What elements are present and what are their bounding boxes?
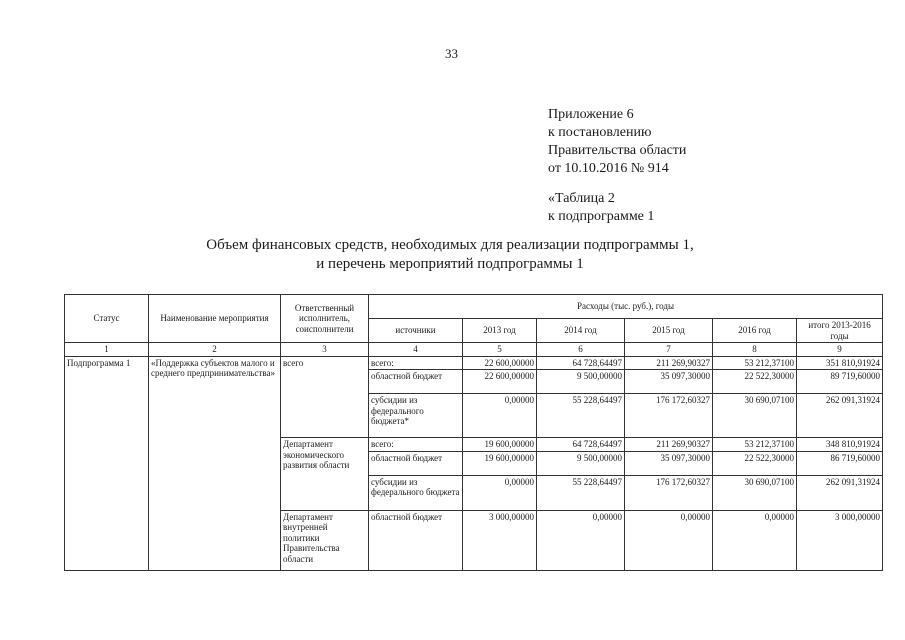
value-cell: 9 500,00000 [537,451,625,475]
header-total: итого 2013-2016 годы [797,319,883,343]
table-label [548,190,654,226]
value-cell: 22 600,00000 [463,370,537,394]
header-expenses: Расходы (тыс. руб.), годы [369,295,883,319]
source-cell: всего: [369,356,463,370]
value-cell: 53 212,37100 [713,438,797,452]
page-number: 33 [445,46,458,61]
appendix-line: к постановлению [548,125,652,140]
column-number: 7 [625,343,713,357]
value-cell: 19 600,00000 [463,438,537,452]
source-cell: субсидии из федерального бюджета* [369,394,463,438]
header-year-2015: 2015 год [625,319,713,343]
table-label-line: «Таблица 2 [548,191,615,206]
value-cell: 0,00000 [625,510,713,570]
finance-table [64,294,883,571]
status-cell: Подпрограмма 1 [65,356,149,570]
value-cell: 262 091,31924 [797,394,883,438]
document-title [140,236,760,274]
value-cell: 176 172,60327 [625,475,713,510]
source-cell: субсидии из федерального бюджета [369,475,463,510]
table-label-line: к подпрограмме 1 [548,209,655,224]
appendix-block [548,106,686,178]
header-year-2013: 2013 год [463,319,537,343]
measure-name-cell: «Поддержка субъектов малого и среднего предпринимательства» [149,356,281,570]
value-cell: 86 719,60000 [797,451,883,475]
value-cell: 0,00000 [713,510,797,570]
column-number: 9 [797,343,883,357]
source-cell: всего: [369,438,463,452]
column-number: 1 [65,343,149,357]
column-number: 6 [537,343,625,357]
value-cell: 55 228,64497 [537,394,625,438]
value-cell: 64 728,64497 [537,438,625,452]
source-cell: областной бюджет [369,451,463,475]
header-name: Наименование мероприятия [149,295,281,343]
value-cell: 89 719,60000 [797,370,883,394]
value-cell: 0,00000 [463,394,537,438]
appendix-line: Приложение 6 [548,107,634,122]
column-number: 5 [463,343,537,357]
appendix-line: от 10.10.2016 № 914 [548,161,669,176]
value-cell: 35 097,30000 [625,451,713,475]
column-number: 8 [713,343,797,357]
header-year-2014: 2014 год [537,319,625,343]
column-number: 3 [281,343,369,357]
value-cell: 64 728,64497 [537,356,625,370]
column-number: 2 [149,343,281,357]
header-year-2016: 2016 год [713,319,797,343]
value-cell: 3 000,00000 [463,510,537,570]
value-cell: 22 600,00000 [463,356,537,370]
column-number: 4 [369,343,463,357]
value-cell: 0,00000 [463,475,537,510]
executor-cell: Департамент внутренней политики Правительства области [281,510,369,570]
value-cell: 348 810,91924 [797,438,883,452]
executor-cell: всего [281,356,369,438]
appendix-line: Правительства области [548,143,687,158]
value-cell: 3 000,00000 [797,510,883,570]
value-cell: 176 172,60327 [625,394,713,438]
header-sources: источники [369,319,463,343]
value-cell: 30 690,07100 [713,394,797,438]
value-cell: 211 269,90327 [625,438,713,452]
value-cell: 22 522,30000 [713,451,797,475]
executor-cell: Департамент экономического развития области [281,438,369,511]
source-cell: областной бюджет [369,510,463,570]
value-cell: 30 690,07100 [713,475,797,510]
value-cell: 9 500,00000 [537,370,625,394]
value-cell: 262 091,31924 [797,475,883,510]
value-cell: 0,00000 [537,510,625,570]
title-line: и перечень мероприятий подпрограммы 1 [316,256,584,272]
source-cell: областной бюджет [369,370,463,394]
value-cell: 351 810,91924 [797,356,883,370]
value-cell: 22 522,30000 [713,370,797,394]
value-cell: 211 269,90327 [625,356,713,370]
table-body [65,295,883,571]
header-status: Статус [65,295,149,343]
value-cell: 19 600,00000 [463,451,537,475]
header-executor: Ответственный исполнитель, соисполнители [281,295,369,343]
title-line: Объем финансовых средств, необходимых для реализации подпрограммы 1, [206,237,694,253]
value-cell: 53 212,37100 [713,356,797,370]
value-cell: 35 097,30000 [625,370,713,394]
value-cell: 55 228,64497 [537,475,625,510]
